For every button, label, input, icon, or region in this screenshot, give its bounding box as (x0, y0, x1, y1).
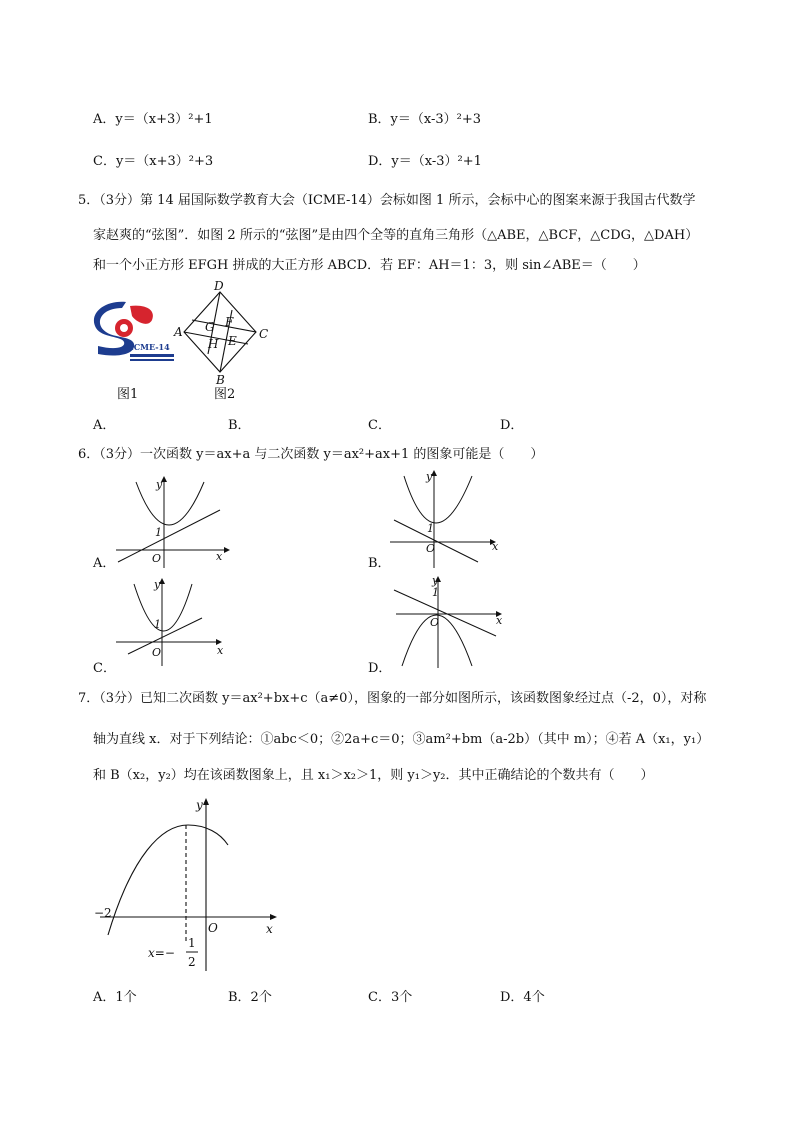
q4-option-c: C．y＝（x+3）²+3 (93, 154, 214, 169)
axis-label-x: x (266, 922, 273, 936)
q4-option-a: A．y＝（x+3）²+1 (93, 112, 213, 127)
label-C: C (259, 327, 269, 341)
q7-parabola-graph (92, 795, 292, 975)
q5-stem-line3: 和一个小正方形 EFGH 拼成的大正方形 ABCD．若 EF：AH＝1：3，则 sin∠ABE＝（ ） (93, 258, 646, 273)
q6-graph-c (116, 578, 236, 668)
neg2-label: −2 (94, 906, 112, 920)
q6-graph-d (392, 574, 512, 669)
axis-label-x: x (496, 614, 503, 627)
tick-label-one: 1 (432, 586, 439, 599)
q6-option-d: D． (368, 661, 392, 676)
label-F: F (225, 315, 234, 329)
tick-label-one: 1 (155, 526, 162, 539)
q7-option-d: D．4个 (500, 990, 545, 1005)
q5-option-c: C． (368, 418, 391, 433)
tick-label-one: 1 (154, 618, 161, 631)
q7-stem-line1: 7．（3分）已知二次函数 y＝ax²+bx+c（a≠0），图象的一部分如图所示，该函数图象经过点（-2，0），对称 (78, 691, 707, 706)
axis-label-x: x (217, 644, 224, 657)
q7-option-b: B．2个 (228, 990, 272, 1005)
axis-label-y: y (196, 798, 203, 812)
origin-label: O (208, 921, 218, 935)
q7-option-c: C．3个 (368, 990, 413, 1005)
q5-option-b: B． (228, 418, 251, 433)
q7-stem-line3: 和 B（x₂，y₂）均在该函数图象上，且 x₁＞x₂＞1，则 y₁＞y₂．其中正确结论的个数共有（ ） (93, 768, 654, 783)
origin-label: O (430, 616, 440, 629)
axis-label-x: x (492, 540, 499, 553)
q5-stem-line2: 家赵爽的“弦图”．如图 2 所示的“弦图”是由四个全等的直角三角形（△ABE，△BCF，△CDG，△DAH） (93, 228, 699, 243)
label-H: H (208, 337, 219, 351)
q5-option-d: D． (500, 418, 524, 433)
zhao-shuang-diagram (170, 279, 280, 392)
tick-label-one: 1 (427, 522, 434, 535)
fig1-caption: 图1 (117, 387, 139, 402)
q5-option-a: A． (93, 418, 116, 433)
icme-logo-figure (92, 300, 182, 370)
q7-option-a: A．1个 (93, 990, 137, 1005)
q7-stem-line2: 轴为直线 x．对于下列结论：①abc＜0；②2a+c＝0；③am²+bm（a-2b）（其中 m）；④若 A（x₁，y₁） (93, 732, 710, 747)
label-D: D (214, 279, 224, 293)
q6-graph-a (116, 478, 236, 568)
label-A: A (174, 325, 183, 339)
q4-option-b: B．y＝（x-3）²+3 (368, 112, 482, 127)
axis-label-y: y (426, 470, 433, 483)
origin-label: O (426, 542, 436, 555)
q6-option-c: C． (93, 661, 116, 676)
q4-option-d: D．y＝（x-3）²+1 (368, 154, 482, 169)
origin-label: O (152, 646, 162, 659)
q6-option-a: A． (93, 556, 116, 571)
axis-label-y: y (154, 578, 161, 591)
axis-eq-label: x=− (148, 946, 175, 960)
label-E: E (228, 334, 237, 348)
q6-graph-b (390, 470, 510, 570)
q6-option-b: B． (368, 556, 391, 571)
q5-stem-line1: 5．（3分）第 14 届国际数学教育大会（ICME-14）会标如图 1 所示，会标中心的图案来源于我国古代数学 (78, 193, 696, 208)
logo-s-red (130, 306, 153, 324)
axis-label-x: x (216, 550, 223, 563)
origin-label: O (152, 552, 162, 565)
logo-text: ICME-14 (130, 342, 170, 352)
fraction-denominator: 2 (188, 955, 196, 969)
axis-label-y: y (156, 478, 163, 491)
fraction-numerator: 1 (188, 936, 196, 950)
axis-label-y: y (432, 574, 439, 587)
label-G: G (205, 320, 215, 334)
q6-stem: 6．（3分）一次函数 y＝ax+a 与二次函数 y＝ax²+ax+1 的图象可能是（ ） (78, 447, 544, 462)
label-B: B (216, 373, 225, 387)
fig2-caption: 图2 (214, 387, 236, 402)
